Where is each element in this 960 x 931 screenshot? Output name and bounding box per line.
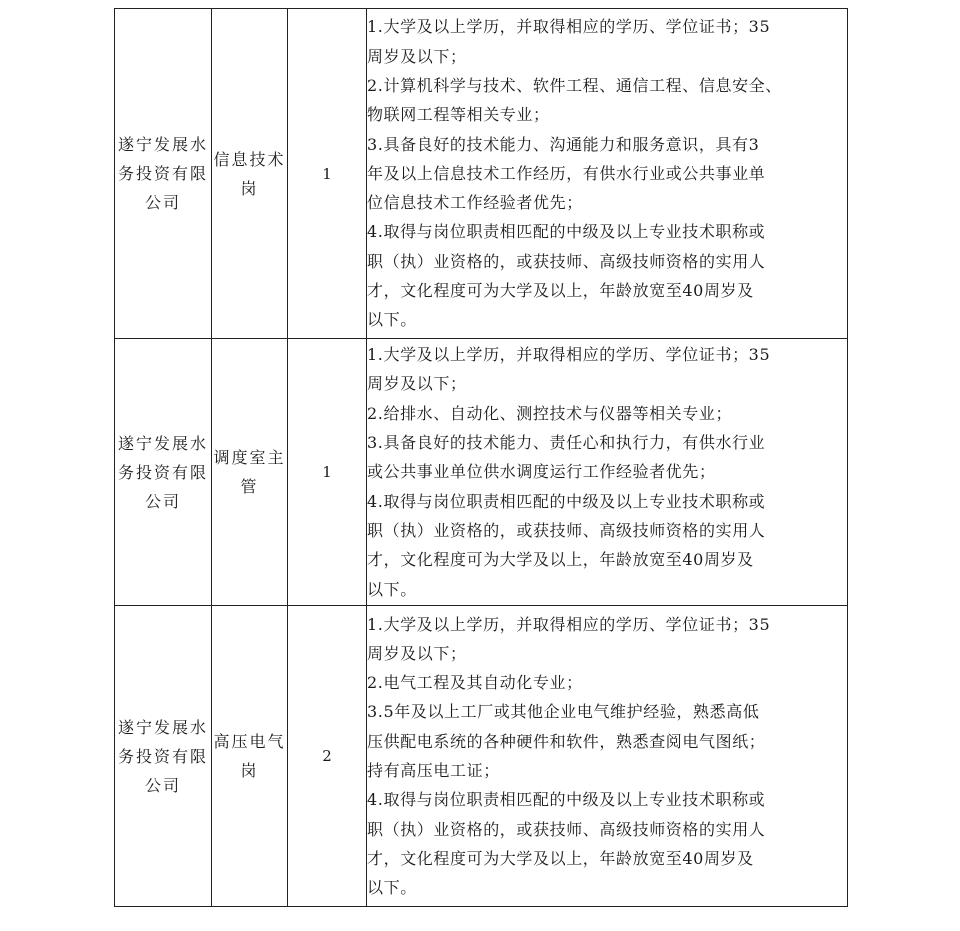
requirement-line: 4.取得与岗位职责相匹配的中级及以上专业技术职称或 [367, 790, 766, 810]
requirement-line: 压供配电系统的各种硬件和软件，熟悉查阅电气图纸； [367, 731, 766, 751]
requirement-line: 以下。 [367, 878, 417, 898]
position-cell: 调度室主管 [212, 339, 288, 606]
position-cell: 高压电气岗 [212, 606, 288, 907]
table-row [115, 606, 848, 907]
requirement-line: 职（执）业资格的，或获技师、高级技师资格的实用人 [367, 819, 766, 839]
headcount-cell: 1 [288, 9, 367, 339]
requirement-line: 物联网工程等相关专业； [367, 105, 550, 125]
requirements-cell [367, 9, 848, 339]
requirement-line: 才，文化程度可为大学及以上，年龄放宽至40周岁及 [367, 281, 754, 301]
requirement-line: 4.取得与岗位职责相匹配的中级及以上专业技术职称或 [367, 222, 766, 242]
company-cell: 遂宁发展水务投资有限公司 [115, 606, 212, 907]
company-cell: 遂宁发展水务投资有限公司 [115, 339, 212, 606]
requirement-line: 年及以上信息技术工作经历，有供水行业或公共事业单 [367, 163, 766, 183]
requirement-line: 2.给排水、自动化、测控技术与仪器等相关专业； [367, 403, 733, 423]
requirement-line: 才，文化程度可为大学及以上，年龄放宽至40周岁及 [367, 550, 754, 570]
requirement-line: 4.取得与岗位职责相匹配的中级及以上专业技术职称或 [367, 491, 766, 511]
table-row [115, 9, 848, 339]
requirement-line: 位信息技术工作经验者优先； [367, 193, 583, 213]
requirement-line: 2.计算机科学与技术、软件工程、通信工程、信息安全、 [367, 75, 782, 95]
requirement-line: 3.具备良好的技术能力、责任心和执行力，有供水行业 [367, 433, 766, 453]
requirement-line: 持有高压电工证； [367, 761, 500, 780]
requirement-line: 周岁及以下； [367, 46, 467, 66]
requirement-line: 3.5年及以上工厂或其他企业电气维护经验，熟悉高低 [367, 702, 760, 722]
requirement-line: 周岁及以下； [367, 643, 467, 663]
requirement-line: 职（执）业资格的，或获技师、高级技师资格的实用人 [367, 251, 766, 271]
requirement-line: 职（执）业资格的，或获技师、高级技师资格的实用人 [367, 520, 766, 540]
requirement-line: 1.大学及以上学历，并取得相应的学历、学位证书；35 [367, 345, 771, 365]
requirement-line: 1.大学及以上学历，并取得相应的学历、学位证书；35 [367, 614, 771, 634]
requirement-line: 3.具备良好的技术能力、沟通能力和服务意识，具有3 [367, 134, 760, 154]
requirement-line: 才，文化程度可为大学及以上，年龄放宽至40周岁及 [367, 848, 754, 868]
requirements-cell [367, 339, 848, 606]
company-cell: 遂宁发展水务投资有限公司 [115, 9, 212, 339]
recruitment-table [114, 8, 848, 907]
requirement-line: 或公共事业单位供水调度运行工作经验者优先； [367, 462, 716, 482]
requirements-cell [367, 606, 848, 907]
headcount-cell: 2 [288, 606, 367, 907]
table-row [115, 339, 848, 606]
requirement-line: 1.大学及以上学历，并取得相应的学历、学位证书；35 [367, 17, 771, 37]
requirement-line: 以下。 [367, 579, 417, 599]
position-cell: 信息技术岗 [212, 9, 288, 339]
requirement-line: 周岁及以下； [367, 374, 467, 394]
headcount-cell: 1 [288, 339, 367, 606]
requirement-line: 2.电气工程及其自动化专业； [367, 673, 583, 693]
requirement-line: 以下。 [367, 310, 417, 330]
